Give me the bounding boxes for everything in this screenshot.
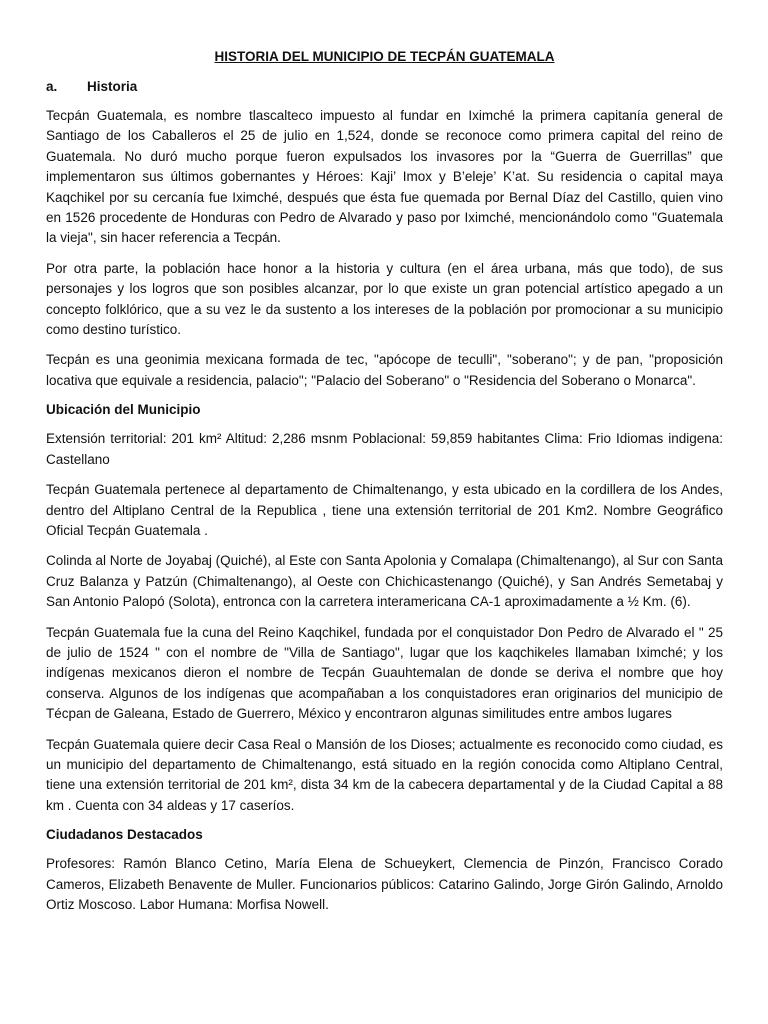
paragraph-historia-2: Por otra parte, la población hace honor a la historia y cultura (en el área urbana, más que todo), de sus personajes y los logros que son posibles alcanzar, por lo que existe un gran potencial artístico apegado a un concepto folklórico, que a su vez le da sustento a los intereses de la población por promocionar a su municipio como destino turístico. <box>46 260 723 338</box>
section-heading-ciudadanos: Ciudadanos Destacados <box>46 827 203 843</box>
paragraph-historia-3: Tecpán es una geonimia mexicana formada de tec, "apócope de teculli", "soberano"; y de pan, "proposición locativa que equivale a residencia, palacio"; "Palacio del Soberano" o "Residencia del Soberano o Monarca". <box>46 352 723 388</box>
paragraph-ubicacion-3: Colinda al Norte de Joyabaj (Quiché), al Este con Santa Apolonia y Comalapa (Chimaltenango), al Sur con Santa Cruz Balanza y Patzún (Chimaltenango), al Oeste con Chichicastenango (Quiché), y San Andrés Semetabaj y San Antonio Palopó (Solota), entronca con la carretera interamericana CA-1 aproximadamente a ½ Km. (6). <box>46 553 723 610</box>
paragraph-ubicacion-4: Tecpán Guatemala fue la cuna del Reino Kaqchikel, fundada por el conquistador Don Pedro de Alvarado el " 25 de julio de 1524 " con el nombre de "Villa de Santiago", lugar que los kaqchikeles llamaban Iximché; y los indígenas mexicanos dieron el nombre de Tecpán Guauhtemalan de donde se deriva el nombre que hoy conserva. Algunos de los indígenas que acompañaban a los conquistadores eran originarios del municipio de Técpan de Galeana, Estado de Guerrero, México y encontraron algunas similitudes entre ambos lugares <box>46 624 723 722</box>
document-title: HISTORIA DEL MUNICIPIO DE TECPÁN GUATEMALA <box>214 49 555 64</box>
section-label: Historia <box>87 79 138 94</box>
paragraph-ubicacion-5: Tecpán Guatemala quiere decir Casa Real o Mansión de los Dioses; actualmente es reconocido como ciudad, es un municipio del departamento de Chimaltenango, está situado en la región conocida como Altiplano Central, tiene una extensión territorial de 201 km², dista 34 km de la cabecera departamental y de la Ciudad Capital a 88 km . Cuenta con 34 aldeas y 17 caseríos. <box>46 736 723 813</box>
section-heading-ubicacion: Ubicación del Municipio <box>46 402 201 418</box>
paragraph-ubicacion-1: Extensión territorial: 201 km² Altitud: 2,286 msnm Poblacional: 59,859 habitantes Clima: Frio Idiomas indigena: Castellano <box>46 431 723 467</box>
section-number: a. <box>46 79 58 94</box>
paragraph-historia-1: Tecpán Guatemala, es nombre tlascalteco impuesto al fundar en Iximché la primera capitanía general de Santiago de los Caballeros el 25 de julio en 1,524, donde se reconoce como primera capital del reino de Guatemala. No duró mucho porque fueron expulsados los invasores por la “Guerra de Guerrillas” que implementaron sus últimos gobernantes y Héroes: Kaji’ Imox y B’eleje’ K’at. Su residencia o capital maya Kaqchikel por su cercanía fue Iximché, después que ésta fue quemada por Bernal Díaz del Castillo, quien vino en 1526 procedente de Honduras con Pedro de Alvarado y paso por Iximché, mencionándolo como "Guatemala la vieja", sin hacer referencia a Tecpán. <box>46 108 723 246</box>
document-page <box>46 48 723 925</box>
paragraph-ciudadanos-1: Profesores: Ramón Blanco Cetino, María Elena de Schueykert, Clemencia de Pinzón, Francisco Corado Cameros, Elizabeth Benavente de Muller. Funcionarios públicos: Catarino Galindo, Jorge Girón Galindo, Arnoldo Ortiz Moscoso. Labor Humana: Morfisa Nowell. <box>46 856 723 912</box>
section-heading-historia <box>46 78 723 96</box>
paragraph-ubicacion-2: Tecpán Guatemala pertenece al departamento de Chimaltenango, y esta ubicado en la cordillera de los Andes, dentro del Altiplano Central de la Republica , tiene una extensión territorial de 201 Km2. Nombre Geográfico Oficial Tecpán Guatemala . <box>46 482 723 538</box>
